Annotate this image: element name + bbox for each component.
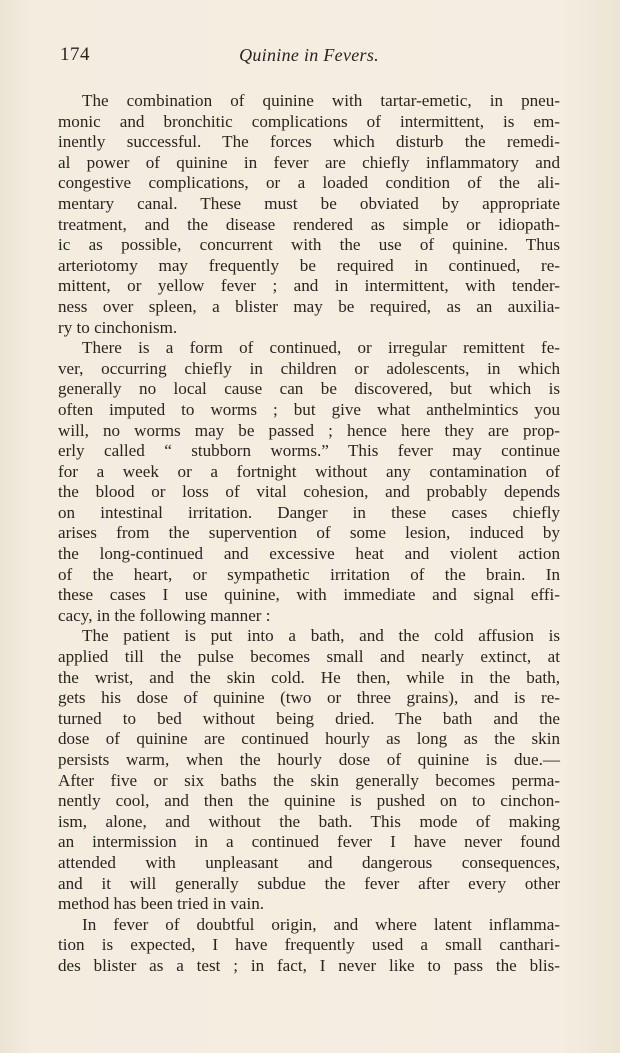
text-line: applied till the pulse becomes small and nearly extinct, at — [58, 647, 560, 667]
text-line: persists warm, when the hourly dose of quinine is due.— — [58, 750, 560, 769]
text-line: des blister as a test ; in fact, I never like to pass the blis- — [58, 955, 560, 975]
text-line: gets his dose of quinine (two or three grains), and is re- — [58, 688, 560, 708]
text-line: inently successful. The forces which disturb the remedi- — [58, 132, 560, 152]
text-line: an intermission in a continued fever I have never found — [58, 832, 560, 852]
text-line: of the heart, or sympathetic irritation of the brain. In — [58, 564, 560, 584]
text-line: the blood or loss of vital cohesion, and probably depends — [58, 482, 560, 502]
text-line: generally no local cause can be discovered, but which is — [58, 379, 560, 399]
text-line: tion is expected, I have frequently used a small canthari- — [58, 935, 560, 955]
text-line: arteriotomy may frequently be required in continued, re- — [58, 255, 560, 275]
text-line: method has been tried in vain. — [58, 894, 265, 914]
text-line: arises from the supervention of some lesion, induced by — [58, 523, 560, 543]
text-line: congestive complications, or a loaded condition of the ali- — [58, 173, 560, 193]
text-line: treatment, and the disease rendered as simple or idiopath- — [58, 214, 560, 234]
text-line: the long-continued and excessive heat and violent action — [58, 544, 560, 564]
page-number: 174 — [60, 44, 90, 65]
text-line: attended with unpleasant and dangerous consequences, — [58, 852, 560, 872]
text-line: The combination of quinine with tartar-emetic, in pneu- — [82, 91, 560, 110]
text-line: on intestinal irritation. Danger in these cases chiefly — [58, 502, 560, 522]
text-line: mittent, or yellow fever ; and in intermittent, with tender- — [58, 276, 560, 296]
text-line: will, no worms may be passed ; hence here they are prop- — [58, 420, 560, 440]
text-line: these cases I use quinine, with immediate and signal effi- — [58, 585, 560, 605]
text-line: al power of quinine in fever are chiefly inflammatory and — [58, 152, 560, 172]
running-head — [58, 44, 560, 70]
running-title: Quinine in Fevers. — [239, 45, 379, 65]
text-line: ic as possible, concurrent with the use of quinine. Thus — [58, 235, 560, 255]
paragraph-2 — [58, 338, 560, 626]
text-line: and it will generally subdue the fever after every other — [58, 873, 560, 893]
text-line: monic and bronchitic complications of intermittent, is em- — [58, 111, 560, 131]
text-line: In fever of doubtful origin, and where latent inflamma- — [82, 914, 560, 934]
text-line: After five or six baths the skin generally becomes perma- — [58, 770, 560, 790]
body-text — [58, 91, 560, 977]
text-line: erly called “ stubborn worms.” This fever may continue — [58, 441, 560, 461]
text-line: cacy, in the following manner : — [58, 605, 271, 625]
text-line: often imputed to worms ; but give what anthelmintics you — [58, 399, 560, 419]
paragraph-4 — [58, 915, 560, 977]
text-line: The patient is put into a bath, and the cold affusion is — [82, 626, 560, 646]
text-line: mentary canal. These must be obviated by appropriate — [58, 193, 560, 213]
text-line: nently cool, and then the quinine is pushed on to cinchon- — [58, 791, 560, 811]
paragraph-3 — [58, 626, 560, 914]
text-line: There is a form of continued, or irregular remittent fe- — [82, 338, 560, 358]
paragraph-1 — [58, 91, 560, 338]
text-line: turned to bed without being dried. The bath and the — [58, 708, 560, 728]
text-line: ism, alone, and without the bath. This mode of making — [58, 811, 560, 831]
text-line: for a week or a fortnight without any contamination of — [58, 461, 560, 481]
text-line: dose of quinine are continued hourly as long as the skin — [58, 729, 560, 749]
text-line: ness over spleen, a blister may be required, as an auxilia- — [58, 296, 560, 316]
text-line: the wrist, and the skin cold. He then, while in the bath, — [58, 667, 560, 687]
text-line: ver, occurring chiefly in children or adolescents, in which — [58, 358, 560, 378]
text-line: ry to cinchonism. — [58, 317, 178, 337]
